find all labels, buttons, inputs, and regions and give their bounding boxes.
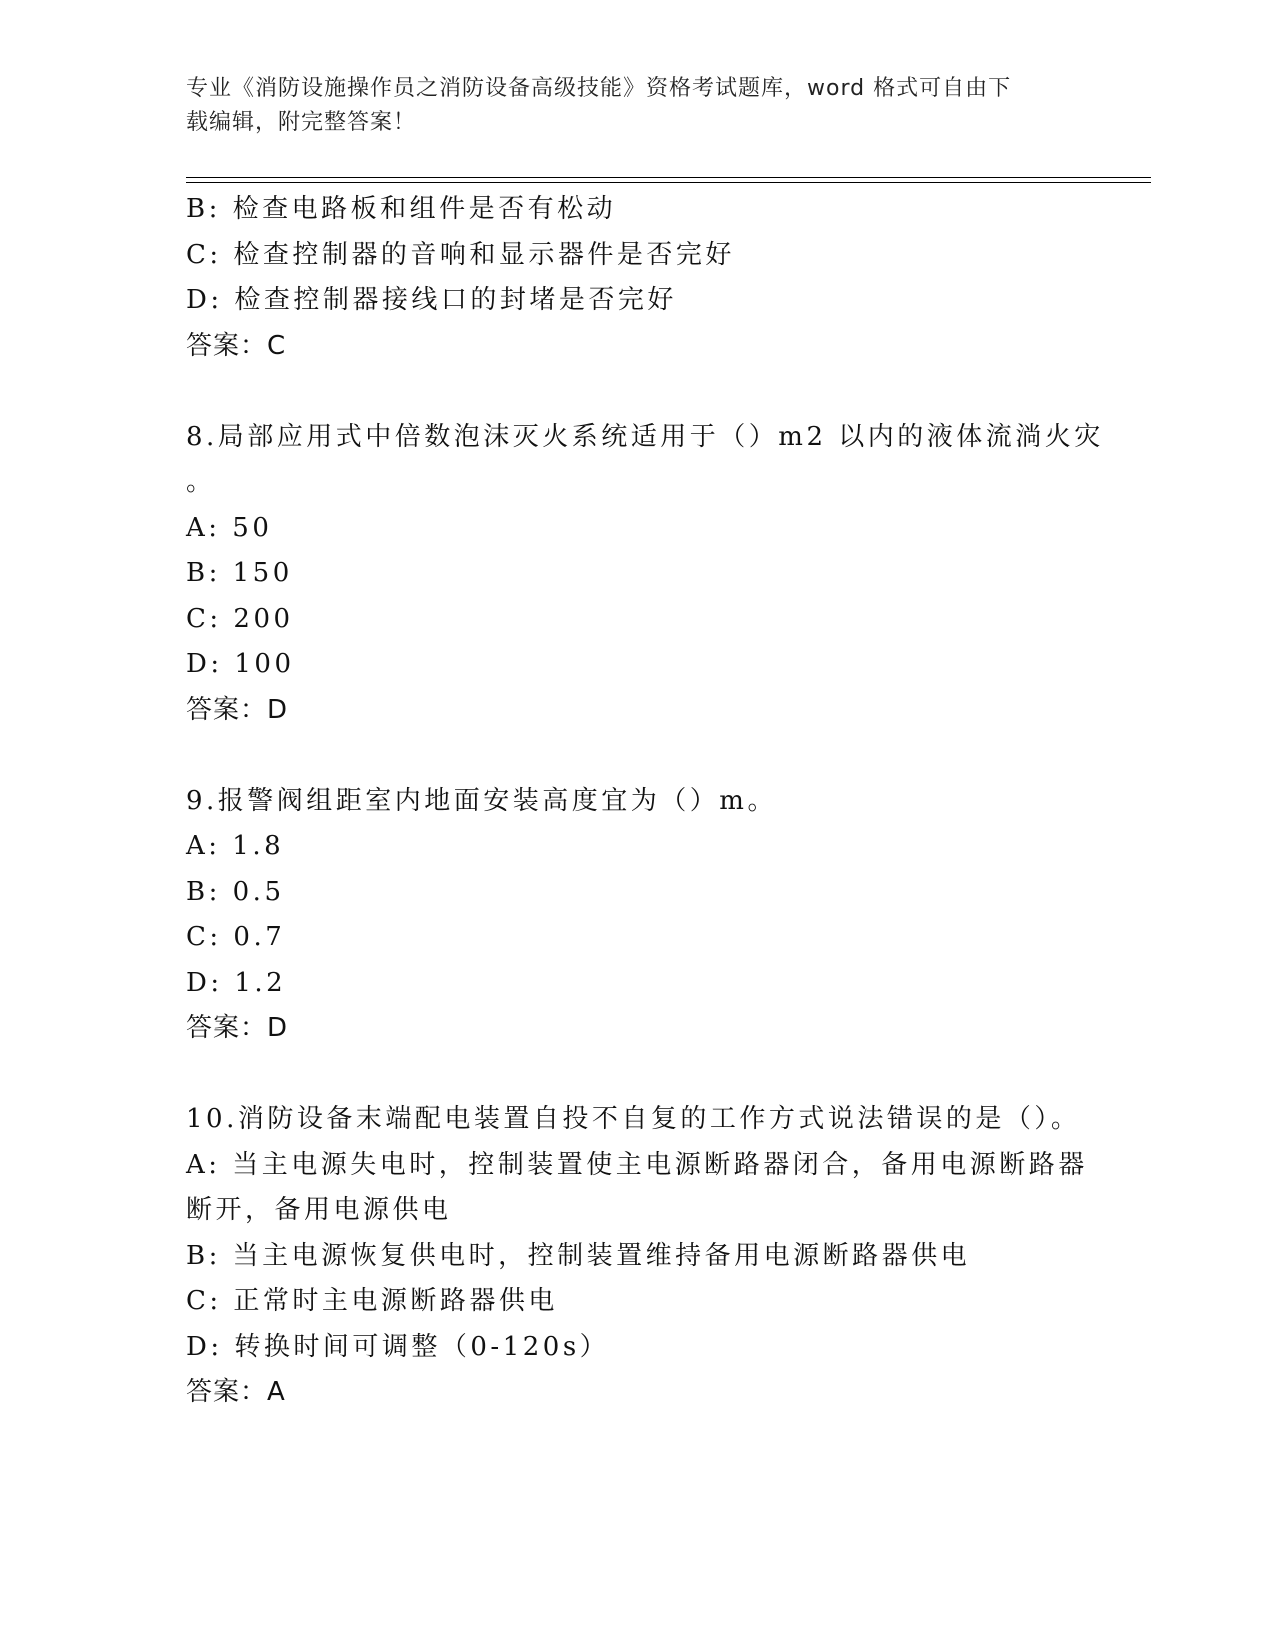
option-b: B: 0.5 (186, 876, 285, 907)
question-stem: 8.局部应用式中倍数泡沫灭火系统适用于（）m2 以内的液体流淌火灾 (186, 421, 1104, 452)
answer: 答案：D (186, 694, 289, 725)
question-9 (186, 779, 1086, 1052)
option-b: B: 150 (186, 558, 293, 588)
option-d: D: 检查控制器接线口的封堵是否完好 (186, 285, 677, 315)
option-a: A: 当主电源失电时，控制装置使主电源断路器闭合，备用电源断路器 (186, 1149, 1088, 1180)
option-b: B: 检查电路板和组件是否有松动 (186, 194, 617, 224)
header-title-line-1: 专业《消防设施操作员之消防设备高级技能》资格考试题库，word 格式可自由下 (186, 76, 1012, 101)
header-divider-top (186, 177, 1151, 178)
spacer (186, 733, 1086, 779)
document-header (186, 72, 1066, 140)
question-10 (186, 1097, 1086, 1416)
spacer (186, 1052, 1086, 1098)
question-8 (186, 415, 1104, 734)
option-a-continuation: 断开，备用电源供电 (186, 1195, 452, 1225)
option-a: A: 1.8 (186, 831, 285, 861)
option-a: A: 50 (186, 512, 273, 543)
question-stem: 9.报警阀组距室内地面安装高度宜为（）m。 (186, 785, 777, 816)
answer: 答案：C (186, 330, 287, 361)
option-c: C: 200 (186, 603, 294, 634)
option-d: D: 转换时间可调整（0-120s） (186, 1331, 610, 1362)
answer: 答案：A (186, 1377, 286, 1407)
option-b: B: 当主电源恢复供电时，控制装置维持备用电源断路器供电 (186, 1240, 971, 1271)
option-c: C: 正常时主电源断路器供电 (186, 1286, 558, 1316)
question-content (186, 187, 1104, 1416)
header-title-line-2: 载编辑，附完整答案！ (186, 110, 417, 135)
option-d: D: 100 (186, 649, 295, 679)
option-c: C: 检查控制器的音响和显示器件是否完好 (186, 239, 735, 270)
header-divider-bottom (186, 182, 1151, 183)
option-c: C: 0.7 (186, 922, 286, 952)
option-d: D: 1.2 (186, 967, 287, 998)
answer: 答案：D (186, 1013, 289, 1043)
question-stem: 10.消防设备末端配电装置自投不自复的工作方式说法错误的是（）。 (186, 1104, 1081, 1134)
question-7-tail (186, 187, 1086, 369)
question-stem-continuation: 。 (186, 467, 216, 497)
spacer (186, 369, 1086, 415)
